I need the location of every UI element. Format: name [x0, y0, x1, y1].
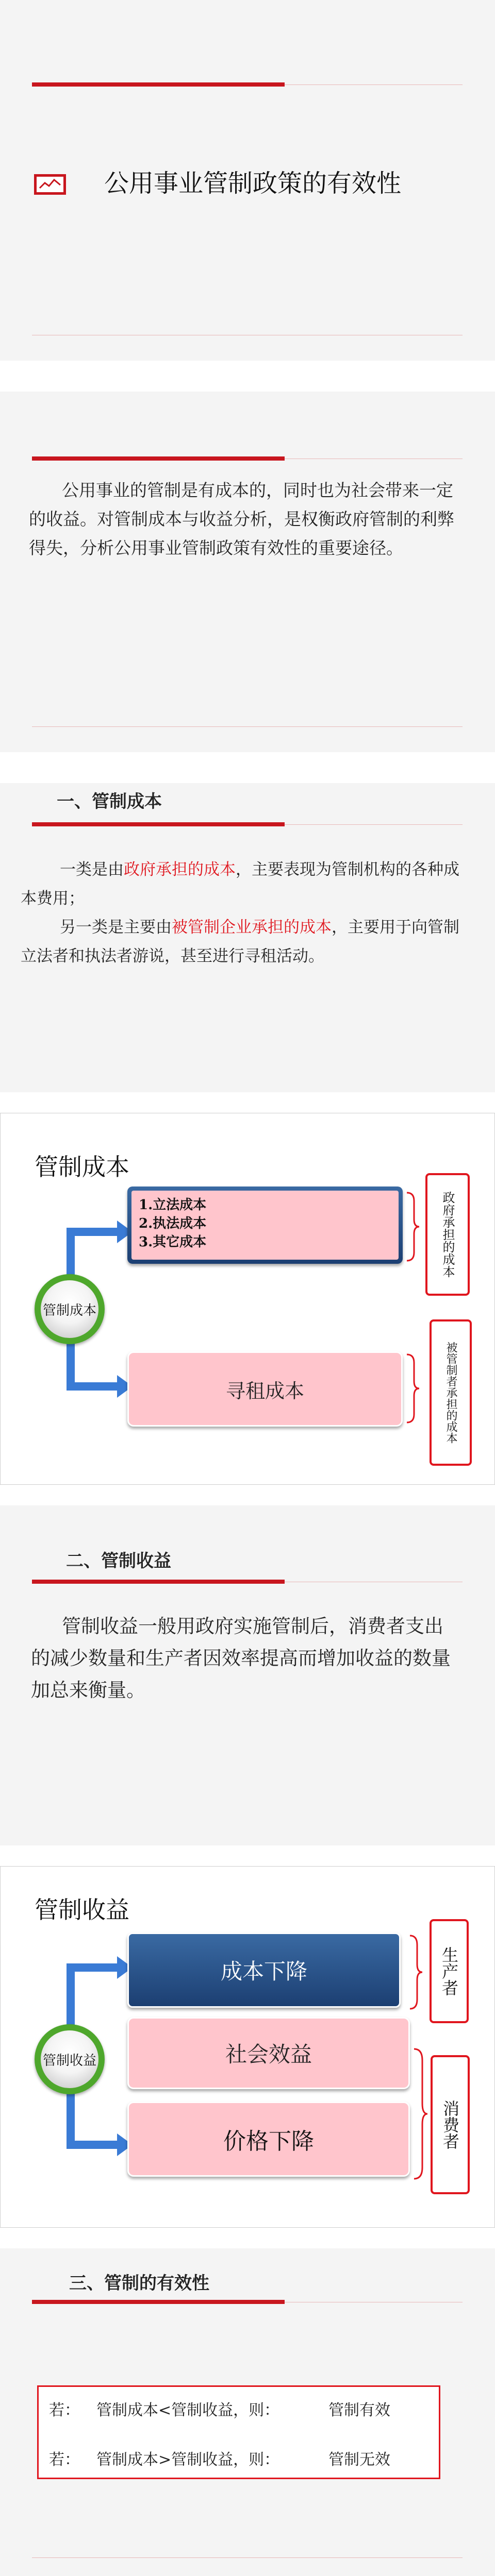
section-heading: 三、管制的有效性: [69, 2273, 209, 2294]
slide-gap: [0, 361, 495, 392]
condition-text: 管制成本>管制收益，则：: [96, 2451, 280, 2469]
divider-line: [285, 824, 463, 825]
social-benefit-label: 社会效益: [225, 2042, 312, 2067]
divider-line: [285, 84, 463, 85]
red-accent-bar: [32, 82, 285, 87]
price-reduction-box: [127, 2102, 410, 2177]
cost-paragraph-2: [21, 913, 474, 971]
divider-line: [32, 2557, 463, 2558]
text-span: ，主要表现为管制机构的各种成本费用；: [21, 860, 459, 908]
cost-reduction-label: 成本下降: [220, 1959, 307, 1984]
slide-gap: [0, 1092, 495, 1113]
condition-text: 管制成本<管制收益，则：: [96, 2401, 280, 2419]
government-cost-list: [131, 1191, 399, 1260]
slide-cost: [0, 783, 495, 1092]
highlight-enterprise-cost: 被管制企业承担的成本: [172, 918, 332, 937]
condition-row-1: [49, 2397, 431, 2418]
text-span: 另一类是主要由: [60, 918, 172, 937]
red-accent-bar: [32, 2300, 285, 2304]
diagram-title: 管制成本: [35, 1153, 129, 1181]
rent-seeking-box: [127, 1351, 403, 1427]
price-reduction-label: 价格下降: [223, 2128, 314, 2155]
benefit-paragraph: 管制收益一般用政府实施管制后，消费者支出的减少数量和生产者因效率提高而增加收益的数量加总来衡量。: [31, 1615, 451, 1701]
effectiveness-box: [37, 2385, 440, 2479]
benefit-diagram: [0, 1866, 495, 2228]
red-accent-bar: [32, 1580, 285, 1584]
bracket: [405, 1352, 420, 1425]
if-label: 若：: [49, 2451, 80, 2469]
red-accent-bar: [32, 822, 285, 826]
center-node: 管制收益: [35, 2024, 105, 2094]
slide-benefit: [0, 1505, 495, 1845]
side-label-producer: 生产者: [430, 1919, 469, 2023]
section-heading: 二、管制收益: [66, 1551, 171, 1571]
text-span: 一类是由: [60, 860, 124, 879]
center-node: 管制成本: [35, 1274, 105, 1344]
text-span: ，主要用于向管制立法者和执法者游说，甚至进行寻租活动。: [21, 918, 459, 965]
slide-intro: [0, 392, 495, 752]
slide-title-text: 公用事业管制政策的有效性: [104, 169, 402, 198]
divider-line: [32, 726, 463, 727]
bracket: [412, 2047, 430, 2181]
condition-row-2: [49, 2447, 431, 2467]
slide-effectiveness: [0, 2248, 495, 2576]
slide-gap: [0, 752, 495, 783]
highlight-government-cost: 政府承担的成本: [124, 860, 236, 879]
side-label-consumer: 消费者: [431, 2055, 470, 2194]
intro-paragraph: 公用事业的管制是有成本的，同时也为社会带来一定的收益。对管制成本与收益分析，是权衡政府管制的利弊得失，分析公用事业管制政策有效性的重要途径。: [29, 480, 454, 558]
result-text: 管制有效: [328, 2401, 390, 2419]
section-heading: 一、管制成本: [57, 791, 162, 812]
bracket: [408, 1934, 423, 2011]
list-item: 1.立法成本: [139, 1197, 207, 1213]
list-item: 2.执法成本: [139, 1216, 207, 1231]
slide-gap: [0, 1485, 495, 1505]
government-cost-box: [127, 1187, 403, 1264]
side-label-government: 政府承担的成本: [425, 1173, 470, 1296]
cost-paragraph-1: [21, 855, 474, 913]
bracket: [405, 1191, 420, 1263]
slide-gap: [0, 1845, 495, 1866]
side-label-regulated: 被管制者承担的成本: [430, 1319, 472, 1466]
result-text: 管制无效: [328, 2451, 390, 2469]
rent-seeking-label: 寻租成本: [225, 1379, 304, 1402]
red-accent-bar: [32, 456, 285, 461]
cost-reduction-box: [127, 1933, 401, 2008]
slide-gap: [0, 2228, 495, 2248]
social-benefit-box: [127, 2017, 410, 2089]
cost-diagram: [0, 1113, 495, 1485]
diagram-title: 管制收益: [35, 1896, 129, 1924]
list-item: 3.其它成本: [139, 1234, 207, 1250]
if-label: 若：: [49, 2401, 80, 2419]
presentation-icon: [34, 174, 66, 195]
slide-title: [0, 0, 495, 361]
